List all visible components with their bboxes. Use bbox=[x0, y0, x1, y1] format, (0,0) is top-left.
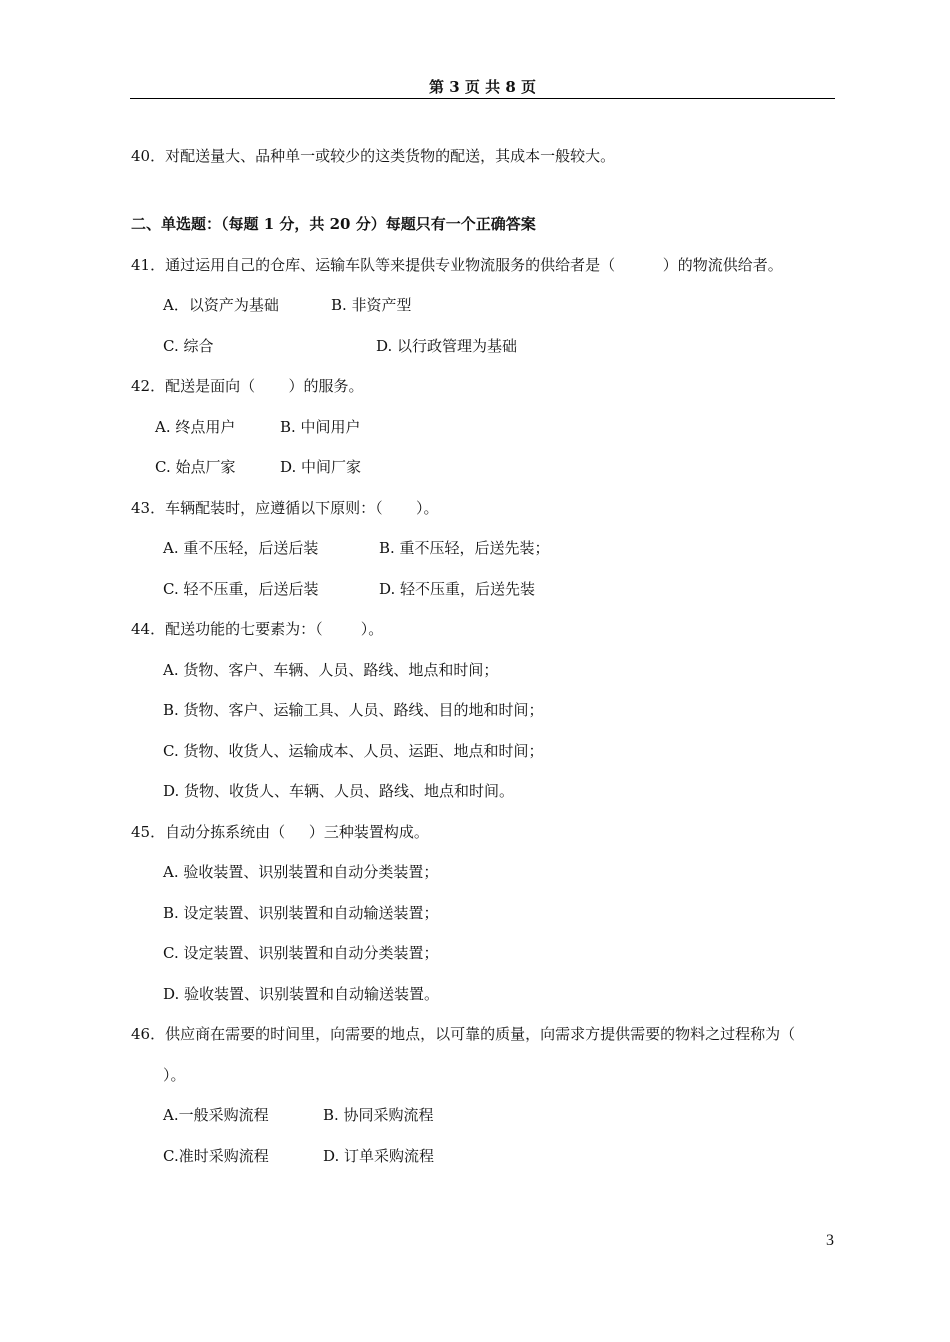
question-45-stem: 45．自动分拣系统由（ ）三种装置构成。 bbox=[131, 823, 429, 841]
question-42-option-d: D. 中间厂家 bbox=[280, 458, 362, 476]
question-44-option-a: A. 货物、客户、车辆、人员、路线、地点和时间； bbox=[163, 661, 499, 679]
question-46-option-a: A.一般采购流程 bbox=[163, 1106, 269, 1124]
question-46-option-c: C.准时采购流程 bbox=[163, 1147, 269, 1165]
question-46-option-b: B. 协同采购流程 bbox=[323, 1106, 434, 1124]
question-43-option-c: C. 轻不压重，后送后装 bbox=[163, 580, 319, 598]
question-41-stem: 41．通过运用自己的仓库、运输车队等来提供专业物流服务的供给者是（ ）的物流供给者。 bbox=[131, 256, 783, 274]
question-44-option-c: C. 货物、收货人、运输成本、人员、运距、地点和时间； bbox=[163, 742, 544, 760]
question-45-option-c: C. 设定装置、识别装置和自动分类装置； bbox=[163, 944, 439, 962]
question-41-option-b: B. 非资产型 bbox=[331, 296, 412, 314]
question-44-option-b: B. 货物、客户、运输工具、人员、路线、目的地和时间； bbox=[163, 701, 544, 719]
question-43-stem: 43．车辆配装时，应遵循以下原则：（ ）。 bbox=[131, 499, 439, 517]
question-42-option-b: B. 中间用户 bbox=[280, 418, 361, 436]
question-45-option-a: A. 验收装置、识别装置和自动分类装置； bbox=[163, 863, 439, 881]
question-42-stem: 42．配送是面向（ ）的服务。 bbox=[131, 377, 364, 395]
question-44-option-d: D. 货物、收货人、车辆、人员、路线、地点和时间。 bbox=[163, 782, 515, 800]
question-46-stem: 46．供应商在需要的时间里，向需要的地点，以可靠的质量，向需求方提供需要的物料之过程称为（ bbox=[131, 1025, 796, 1043]
page-number: 3 bbox=[826, 1232, 834, 1249]
section-title: 二、单选题：（每题 1 分，共 20 分）每题只有一个正确答案 bbox=[131, 215, 536, 233]
question-42-option-a: A. 终点用户 bbox=[155, 418, 236, 436]
question-43-option-b: B. 重不压轻，后送先装； bbox=[379, 539, 550, 557]
question-43-option-a: A. 重不压轻，后送后装 bbox=[163, 539, 319, 557]
question-44-stem: 44．配送功能的七要素为：（ ）。 bbox=[131, 620, 384, 638]
question-45-option-d: D. 验收装置、识别装置和自动输送装置。 bbox=[163, 985, 440, 1003]
question-46-stem-continued: ）。 bbox=[163, 1066, 186, 1084]
question-45-option-b: B. 设定装置、识别装置和自动输送装置； bbox=[163, 904, 439, 922]
question-41-option-d: D. 以行政管理为基础 bbox=[376, 337, 518, 355]
question-43-option-d: D. 轻不压重，后送先装 bbox=[379, 580, 536, 598]
question-46-option-d: D. 订单采购流程 bbox=[323, 1147, 435, 1165]
question-40: 40．对配送量大、品种单一或较少的这类货物的配送，其成本一般较大。 bbox=[131, 147, 616, 165]
question-42-option-c: C. 始点厂家 bbox=[155, 458, 236, 476]
header-rule bbox=[130, 98, 835, 99]
question-41-option-a: A．以资产为基础 bbox=[163, 296, 279, 314]
question-41-option-c: C. 综合 bbox=[163, 337, 214, 355]
page-header: 第 3 页 共 8 页 bbox=[429, 78, 536, 96]
